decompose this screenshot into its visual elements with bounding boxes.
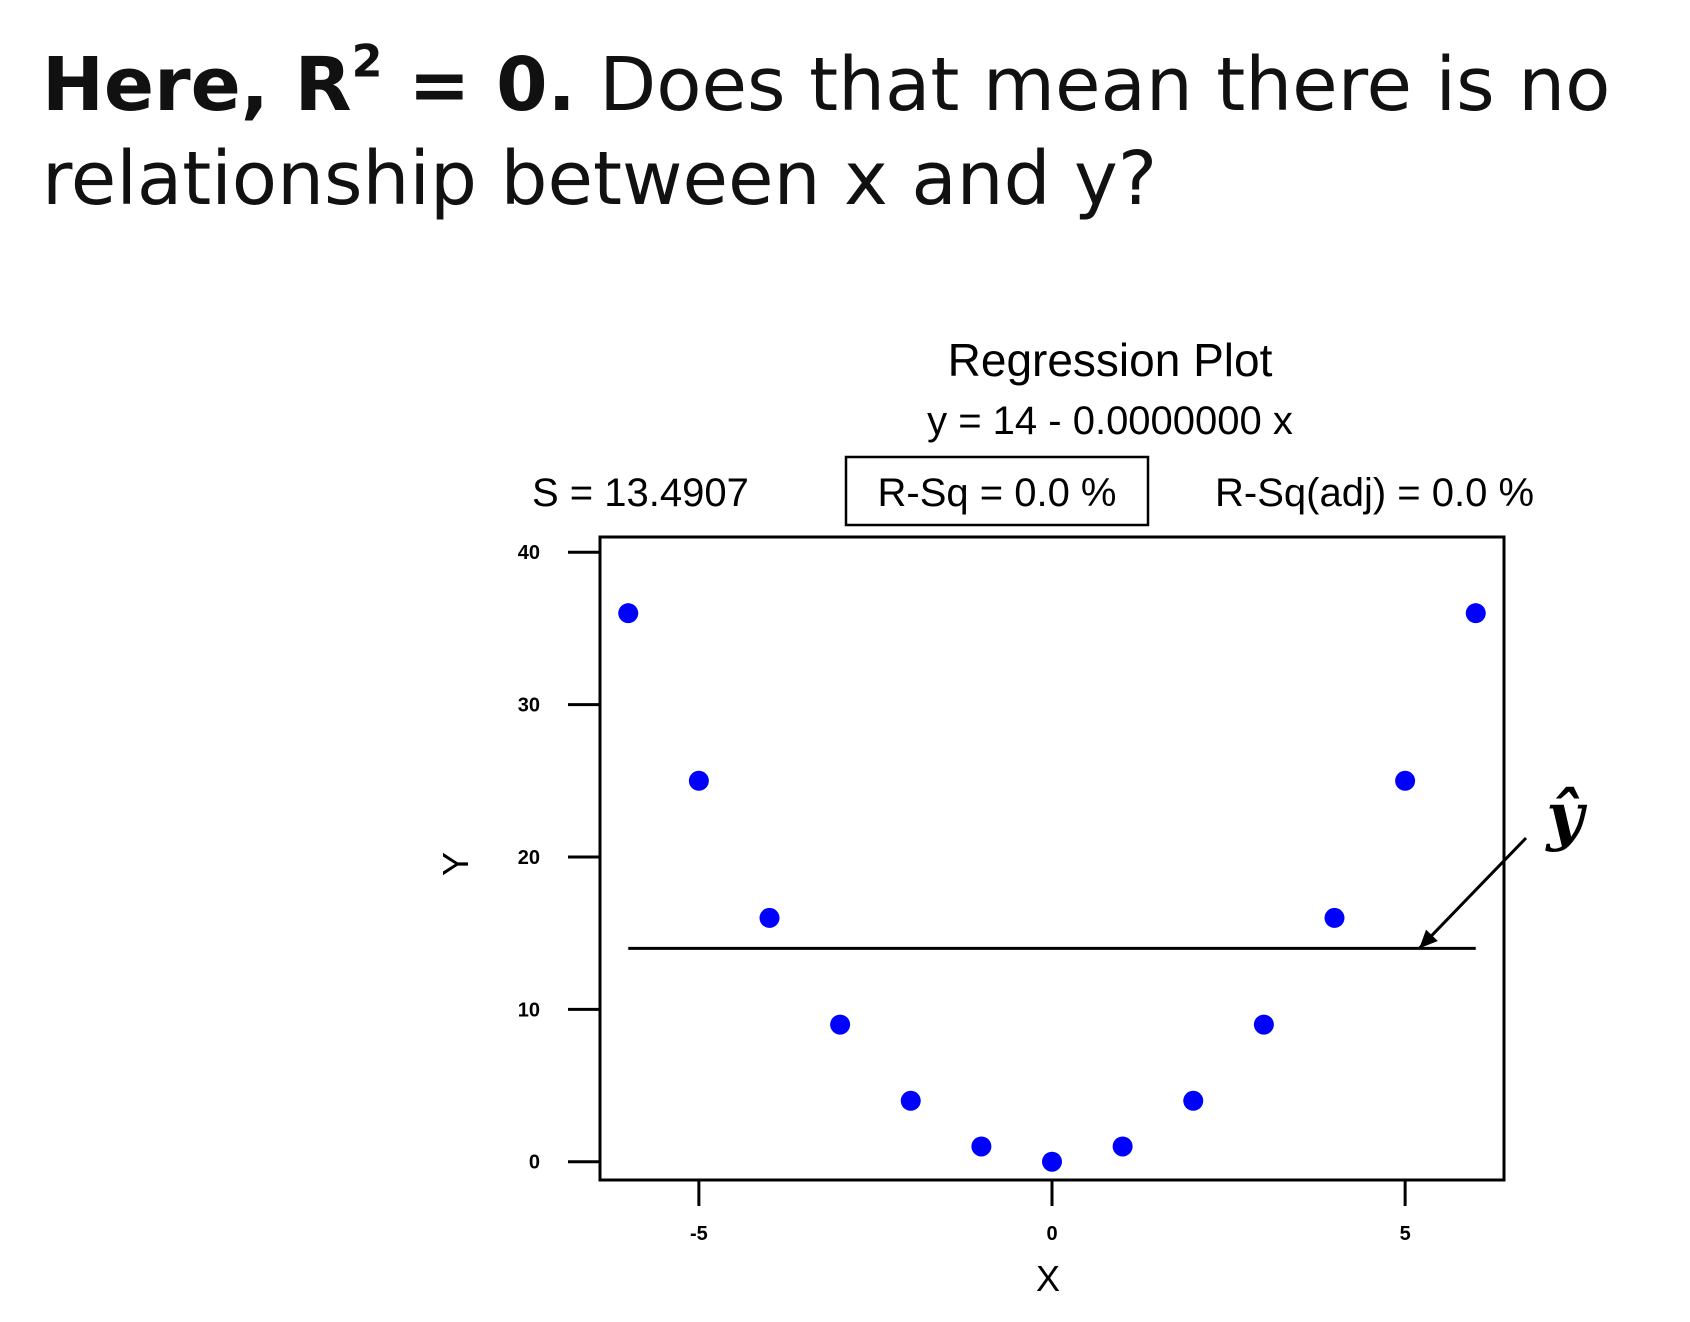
annotation-arrow-line	[1419, 838, 1526, 948]
plot-frame	[600, 537, 1504, 1180]
heading-superscript: 2	[351, 36, 383, 88]
data-point	[1183, 1091, 1203, 1111]
chart-equation: y = 14 - 0.0000000 x	[927, 399, 1293, 443]
data-point	[1466, 603, 1486, 623]
y-axis	[518, 542, 600, 1173]
stat-rsq: R-Sq = 0.0 %	[877, 471, 1117, 515]
y-axis-label: Y	[435, 851, 476, 877]
data-point	[1325, 908, 1345, 928]
data-point	[760, 908, 780, 928]
y-tick-label: 0	[528, 1151, 540, 1174]
y-tick-label: 10	[517, 999, 540, 1022]
x-tick-label: 0	[1046, 1223, 1058, 1245]
stat-s: S = 13.4907	[532, 471, 749, 515]
x-axis	[690, 1180, 1411, 1245]
stat-rsq-adj: R-Sq(adj) = 0.0 %	[1215, 471, 1535, 515]
data-point	[618, 603, 638, 623]
x-tick-label: 5	[1399, 1223, 1411, 1245]
annotation-yhat-label: ŷ	[1546, 779, 1584, 854]
data-point	[971, 1136, 991, 1156]
data-point	[830, 1015, 850, 1035]
y-tick-label: 30	[517, 694, 540, 717]
data-point	[689, 771, 709, 791]
data-point	[1042, 1152, 1062, 1172]
data-point	[901, 1091, 921, 1111]
points-layer	[618, 603, 1486, 1172]
data-point	[1395, 771, 1415, 791]
data-point	[1254, 1015, 1274, 1035]
chart-title: Regression Plot	[947, 334, 1273, 386]
heading-bold-text: Here, R	[42, 42, 352, 128]
heading-bold-tail: = 0.	[382, 42, 576, 128]
x-axis-label: X	[1035, 1258, 1061, 1299]
heading-question: Does that mean there is no relationship between x and y?	[42, 42, 1611, 222]
y-tick-label: 20	[517, 846, 540, 869]
x-tick-label: -5	[689, 1223, 708, 1245]
y-tick-label: 40	[517, 542, 540, 565]
data-point	[1113, 1136, 1133, 1156]
